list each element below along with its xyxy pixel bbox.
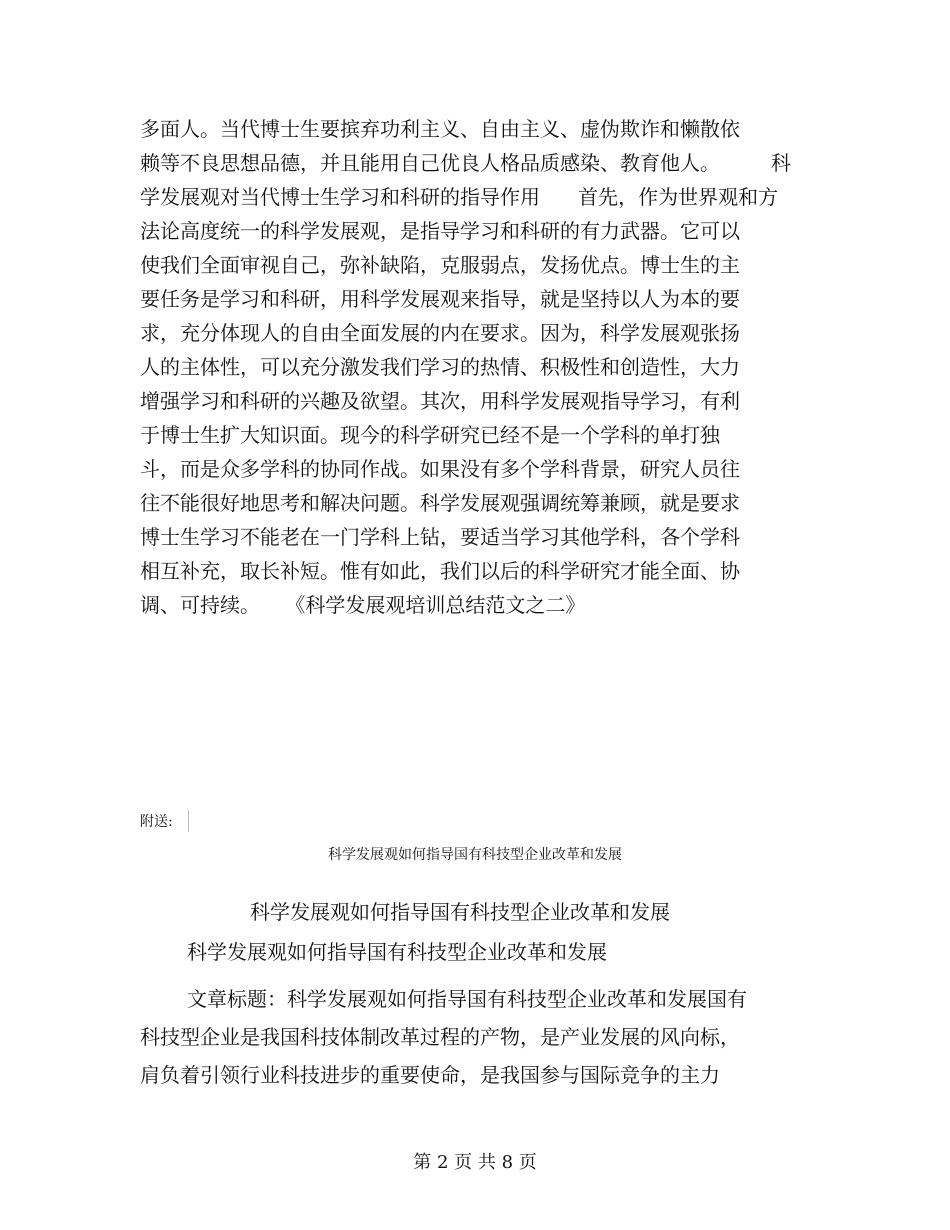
appendix-divider xyxy=(188,810,189,832)
body-line: 人的主体性，可以充分激发我们学习的热情、积极性和创造性，大力 xyxy=(140,355,740,379)
article-title: 科学发展观如何指导国有科技型企业改革和发展 xyxy=(250,900,670,924)
body-paragraph xyxy=(140,112,820,622)
article-subtitle: 科学发展观如何指导国有科技型企业改革和发展 xyxy=(187,940,607,964)
body-line: 求，充分体现人的自由全面发展的内在要求。因为，科学发展观张扬 xyxy=(140,321,740,345)
article-line: 科技型企业是我国科技体制改革过程的产物，是产业发展的风向标， xyxy=(140,1025,740,1049)
body-line: 相互补充，取长补短。惟有如此，我们以后的科学研究才能全面、协 xyxy=(140,559,740,583)
appendix-small-title: 科学发展观如何指导国有科技型企业改革和发展 xyxy=(328,847,622,863)
body-line: 于博士生扩大知识面。现今的科学研究已经不是一个学科的单打独 xyxy=(140,423,720,447)
page-number-footer: 第 2 页 共 8 页 xyxy=(413,1152,537,1173)
body-line: 调、可持续。 《科学发展观培训总结范文之二》 xyxy=(140,593,586,617)
body-line: 斗，而是众多学科的协同作战。如果没有多个学科背景，研究人员往 xyxy=(140,457,740,481)
body-line: 增强学习和科研的兴趣及欲望。其次，用科学发展观指导学习，有利 xyxy=(140,389,740,413)
body-line: 赖等不良思想品德，并且能用自己优良人格品质感染、教育他人。 科 xyxy=(140,151,791,175)
body-line: 要任务是学习和科研，用科学发展观来指导，就是坚持以人为本的要 xyxy=(140,287,740,311)
appendix-label: 附送: xyxy=(140,814,173,830)
body-line: 法论高度统一的科学发展观，是指导学习和科研的有力武器。它可以 xyxy=(140,219,740,243)
body-line: 往不能很好地思考和解决问题。科学发展观强调统筹兼顾，就是要求 xyxy=(140,491,740,515)
article-line: 文章标题：科学发展观如何指导国有科技型企业改革和发展国有 xyxy=(187,987,747,1011)
body-line: 使我们全面审视自己，弥补缺陷，克服弱点，发扬优点。博士生的主 xyxy=(140,253,740,277)
body-line: 多面人。当代博士生要摈弃功利主义、自由主义、虚伪欺诈和懒散依 xyxy=(140,117,740,141)
article-paragraph xyxy=(140,980,820,1094)
body-line: 博士生学习不能老在一门学科上钻，要适当学习其他学科，各个学科 xyxy=(140,525,740,549)
article-line: 肩负着引领行业科技进步的重要使命，是我国参与国际竞争的主力 xyxy=(140,1063,720,1087)
body-line: 学发展观对当代博士生学习和科研的指导作用 首先，作为世界观和方 xyxy=(140,185,779,209)
